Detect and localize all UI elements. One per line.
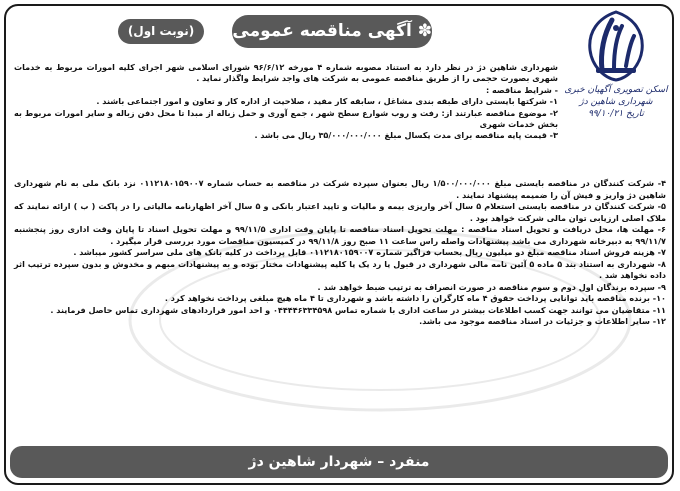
logo-caption-line-3: تاریخ ۹۹/۱۰/۲۱: [588, 109, 644, 119]
title-text: آگهی مناقصه عمومی: [232, 21, 412, 41]
logo-emblem-icon: [580, 8, 652, 84]
condition-item-5: ۵- شرکت کنندگان در مناقصه بایستی استعلام ۵ سال آخر واریزی بیمه و مالیات و تایید اعتبار بانکی و ۵ سال آخر اظهارنامه مالیاتی را در پاکت ( ب ) ارائه نمایند که ملاک اصلی ارزیابی توان مالی شرکت خواهد بود .: [14, 201, 666, 223]
logo-caption-line-1: اسکن تصویری آگهیان خبری: [564, 85, 668, 95]
condition-item-8: ۸- شهرداری به استناد بند ۵ ماده ۵ آئین نامه مالی شهرداری در قبول یا رد یک یا کلیه پیشنهادات مختار بوده و به پیشنهادات مبهم و مخدوش و بدون سپرده ترتیب اثر داده نخواهد شد .: [14, 258, 666, 280]
asterisk-icon: ✽: [411, 21, 432, 41]
conditions-heading: - شرایط مناقصه :: [485, 84, 558, 95]
condition-item-6: ۶- مهلت ها، محل دریافت و تحویل اسناد مناقصه : مهلت تحویل اسناد مناقصه تا پایان وقت اداری ۹۹/۱۱/۵ و مهلت تحویل اسناد تا پایان وقت اداری روز پنجشنبه ۹۹/۱۱/۷ به دبیرخانه شهرداری می باشد پیشنهادات واصله راس ساعت ۱۱ صبح روز ۹۹/۱۱/۸ در کمیسیون مناقصات مورد بررسی قرار میگیرد .: [14, 224, 666, 246]
logo-caption-line-2: شهرداری شاهین دژ: [579, 97, 653, 107]
condition-item-9: ۹- سپرده برندگان اول دوم و سوم مناقصه در صورت انصراف به ترتیب ضبط خواهد شد .: [317, 281, 666, 292]
intro-section: [14, 62, 558, 142]
condition-item-3: ۳- قیمت پایه مناقصه برای مدت یکسال مبلغ ۳۵/۰۰۰/۰۰۰/۰۰۰ ریال می باشد .: [254, 130, 558, 141]
footer-signature: منفرد – شهردار شاهین دژ: [10, 446, 668, 478]
conditions-section: [14, 178, 666, 328]
municipality-logo: [560, 8, 672, 160]
condition-item-12: ۱۲- سایر اطلاعات و جزئیات در اسناد مناقصه موجود می باشد.: [419, 316, 666, 326]
asterisk-icon: ✽: [212, 21, 233, 41]
announcement-title: [212, 15, 432, 48]
intro-paragraph: شهرداری شاهین دژ در نظر دارد به استناد مصوبه شماره ۴ مورخه ۹۶/۶/۱۲ شورای اسلامی شهر اجرای کلیه امورات مربوط به خدمات شهری بصورت حجمی را از طریق مناقصه عمومی به شرکت های واجد شرایط واگذار نماید .: [14, 62, 558, 84]
logo-caption: [562, 84, 670, 120]
condition-item-1: ۱- شرکتها بایستی دارای طبقه بندی مشاغل ، سابقه کار مفید ، صلاحیت از اداره کار و تعاون و امور اجتماعی باشند .: [96, 96, 558, 107]
condition-item-11: ۱۱- متقاضیان می توانند جهت کسب اطلاعات بیشتر در ساعت اداری با شماره تماس ۰۴۴۴۴۶۳۳۴۵۹۸ و احد امور قراردادهای شهرداری تماس حاصل فرمایند .: [50, 304, 666, 315]
condition-item-4: ۴- شرکت کنندگان در مناقصه بایستی مبلغ ۱/۵۰۰/۰۰۰/۰۰۰ ریال بعنوان سپرده شرکت در مناقصه به حساب شماره ۰۱۱۲۱۸۰۱۵۹۰۰۷ نزد بانک ملی به نام شهرداری شاهین دژ واریز و فیش آن را ضمیمه پیشنهاد نمایند .: [14, 178, 667, 200]
condition-item-2: ۲- موضوع مناقصه عبارتند از: رفت و روب شوارع سطح شهر ، جمع آوری و حمل زباله از مبدا تا محل دفن زباله و سایر امورات مربوط به بخش خدمات شهری: [14, 107, 558, 130]
condition-item-10: ۱۰- برنده مناقصه باید توانایی پرداخت حقوق ۴ ماه کارگران را داشته باشد و شهرداری تا ۴ ماه هیچ مبلغی پرداخت نخواهد کرد .: [164, 293, 666, 303]
condition-item-7: ۷- هزینه فروش اسناد مناقصه مبلغ دو میلیون ریال بحساب فراگیر شماره ۰۱۱۲۱۸۰۱۵۹۰۰۷ قابل پرداخت در کلیه بانک های ملی سراسر کشور میباشد .: [73, 247, 666, 257]
round-badge: (نوبت اول): [118, 19, 204, 44]
